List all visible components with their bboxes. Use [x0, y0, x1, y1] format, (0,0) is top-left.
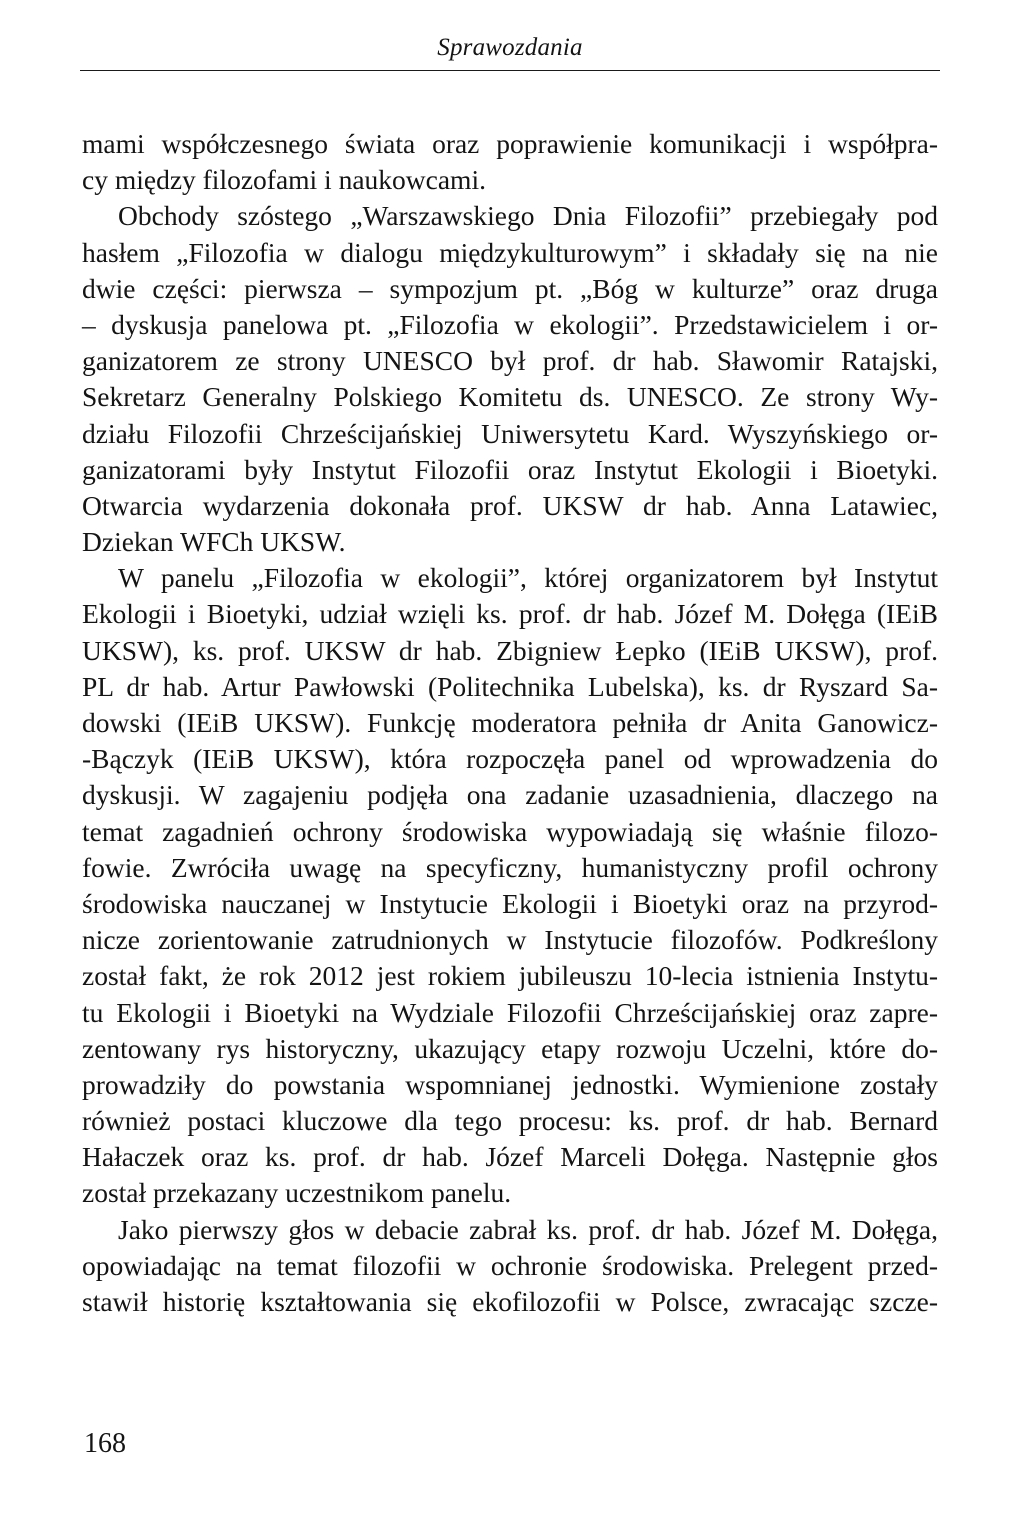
text-line: opowiadając na temat filozofii w ochronie środowiska. Prelegent przed- — [82, 1249, 938, 1281]
text-line: został przekazany uczestnikom panelu. — [82, 1177, 512, 1209]
text-line: hasłem „Filozofia w dialogu międzykulturowym” i składały się na nie — [82, 236, 938, 268]
text-line: Ekologii i Bioetyki, udział wzięli ks. prof. dr hab. Józef M. Dołęga (IEiB — [82, 598, 938, 630]
page-number: 168 — [84, 1428, 126, 1459]
text-line: mami współczesnego świata oraz poprawienie komunikacji i współpra- — [82, 128, 938, 159]
paragraph-first-line: Obchody szóstego „Warszawskiego Dnia Filozofii” przebiegały pod — [118, 200, 938, 232]
text-line: – dyskusja panelowa pt. „Filozofia w ekologii”. Przedstawicielem i or- — [82, 308, 938, 340]
text-line: Dziekan WFCh UKSW. — [82, 526, 346, 558]
text-line: stawił historię kształtowania się ekofilozofii w Polsce, zwracając szcze- — [82, 1286, 938, 1317]
text-line: fowie. Zwróciła uwagę na specyficzny, humanistyczny profil ochrony — [82, 851, 938, 883]
text-line: Sekretarz Generalny Polskiego Komitetu ds. UNESCO. Ze strony Wy- — [82, 381, 938, 413]
text-line: środowiska nauczanej w Instytucie Ekologii i Bioetyki oraz na przyrod- — [82, 887, 938, 919]
text-line: temat zagadnień ochrony środowiska wypowiadają się właśnie filozo- — [82, 815, 938, 847]
text-line: tu Ekologii i Bioetyki na Wydziale Filozofii Chrześcijańskiej oraz zapre- — [82, 996, 938, 1028]
text-line: prowadziły do powstania wspomnianej jednostki. Wymienione zostały — [82, 1068, 938, 1100]
text-line: dowski (IEiB UKSW). Funkcję moderatora pełniła dr Anita Ganowicz- — [82, 707, 938, 738]
text-line: UKSW), ks. prof. UKSW dr hab. Zbigniew Łepko (IEiB UKSW), prof. — [82, 634, 938, 666]
text-line: dwie części: pierwsza – sympozjum pt. „Bóg w kulturze” oraz druga — [82, 272, 938, 304]
text-line: dyskusji. W zagajeniu podjęła ona zadanie uzasadnienia, dlaczego na — [82, 779, 938, 811]
text-line: -Bączyk (IEiB UKSW), która rozpoczęła panel od wprowadzenia do — [82, 743, 938, 775]
text-line: nicze zorientowanie zatrudnionych w Instytucie filozofów. Podkreślony — [82, 924, 938, 956]
text-line: ganizatorem ze strony UNESCO był prof. dr hab. Sławomir Ratajski, — [82, 345, 938, 377]
running-header-title: Sprawozdania — [437, 34, 583, 61]
text-line: Hałaczek oraz ks. prof. dr hab. Józef Marceli Dołęga. Następnie głos — [82, 1141, 938, 1173]
text-line: został fakt, że rok 2012 jest rokiem jubileuszu 10-lecia istnienia Instytu- — [82, 960, 938, 992]
text-line: cy między filozofami i naukowcami. — [82, 164, 486, 196]
text-line: działu Filozofii Chrześcijańskiej Uniwersytetu Kard. Wyszyńskiego or- — [82, 417, 938, 449]
text-line: ganizatorami były Instytut Filozofii oraz Instytut Ekologii i Bioetyki. — [82, 453, 938, 485]
text-line: również postaci kluczowe dla tego procesu: ks. prof. dr hab. Bernard — [82, 1105, 938, 1137]
text-line: zentowany rys historyczny, ukazujący etapy rozwoju Uczelni, które do- — [82, 1032, 938, 1064]
text-line: PL dr hab. Artur Pawłowski (Politechnika Lubelska), ks. dr Ryszard Sa- — [82, 670, 938, 702]
header-divider — [80, 70, 940, 71]
body-text — [82, 126, 938, 1320]
paragraph-first-line: Jako pierwszy głos w debacie zabrał ks. prof. dr hab. Józef M. Dołęga, — [118, 1213, 938, 1245]
paragraph-first-line: W panelu „Filozofia w ekologii”, której organizatorem był Instytut — [118, 562, 938, 594]
text-line: Otwarcia wydarzenia dokonała prof. UKSW dr hab. Anna Latawiec, — [82, 489, 938, 521]
